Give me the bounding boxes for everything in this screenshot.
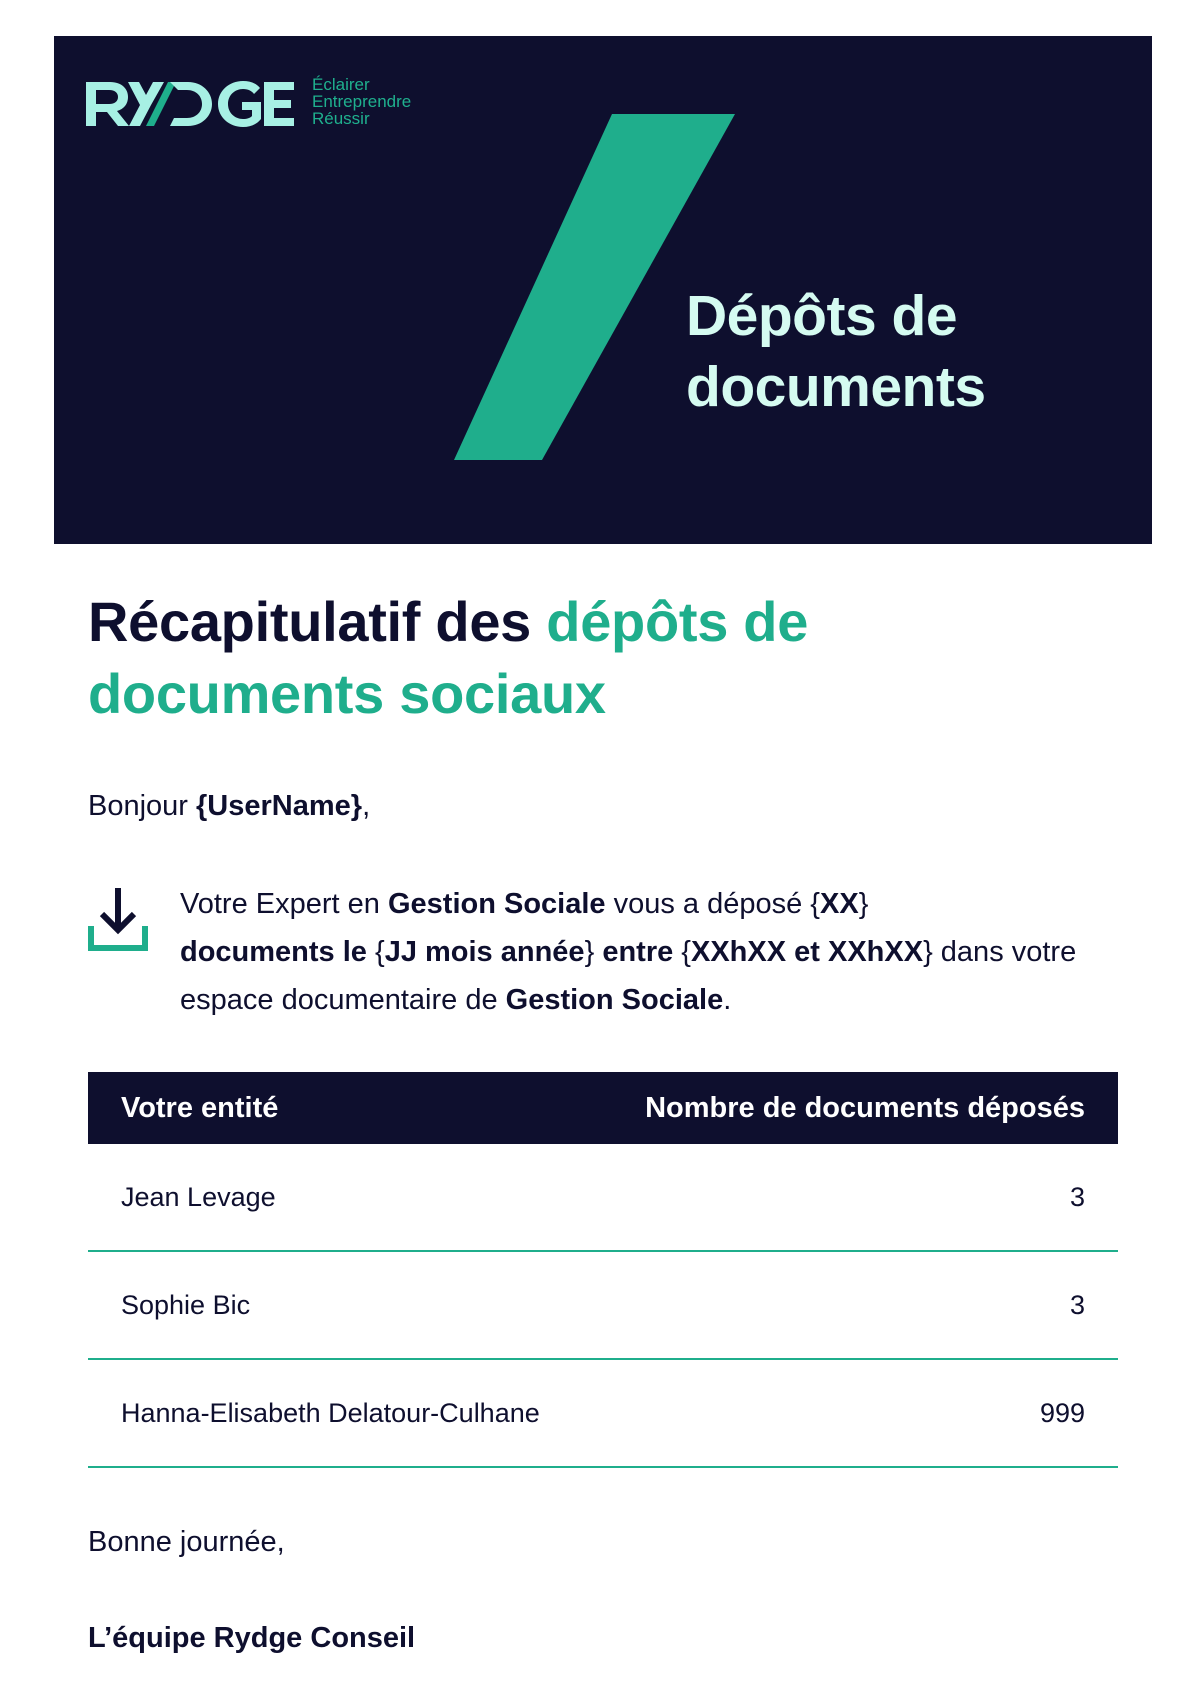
greeting <box>88 786 370 826</box>
notice-t5: } <box>858 888 869 920</box>
notice-t15: . <box>723 984 732 1016</box>
title-accent-part-2: documents sociaux <box>88 662 606 725</box>
greeting-username: {UserName} <box>196 790 363 822</box>
cell-count: 3 <box>1069 1181 1085 1212</box>
notice-t4: XX <box>820 888 859 920</box>
notice-t13: } dans votre espace documentaire de <box>180 936 1077 1016</box>
page-title <box>88 586 1118 730</box>
download-tray-icon <box>88 888 148 958</box>
cell-count: 999 <box>1039 1397 1085 1428</box>
greeting-suffix: , <box>362 790 371 822</box>
rydge-logo <box>84 76 411 132</box>
tagline-line-2: Entreprendre <box>312 92 412 111</box>
cell-entity: Sophie Bic <box>121 1289 251 1320</box>
column-header-count: Nombre de documents déposés <box>645 1091 1085 1124</box>
signoff: Bonne journée, <box>88 1526 285 1558</box>
notice-t11: { <box>673 936 691 968</box>
table-row <box>88 1360 1118 1468</box>
notice-text <box>180 880 1110 1024</box>
logo-wordmark-graphic <box>84 76 294 132</box>
tagline-line-3: Réussir <box>312 109 370 128</box>
title-dark-part: Récapitulatif des <box>88 590 547 653</box>
table-row <box>88 1144 1118 1252</box>
notice-t9: } <box>584 936 603 968</box>
documents-table <box>88 1072 1118 1468</box>
notice-t2: Gestion Sociale <box>387 888 606 920</box>
main-heading-block <box>88 586 1118 730</box>
notice-t1: Votre Expert en <box>180 888 388 920</box>
greeting-prefix: Bonjour <box>88 790 197 822</box>
deposit-notice <box>88 880 1118 1024</box>
logo-wordmark <box>84 76 294 132</box>
cell-count: 3 <box>1069 1289 1085 1320</box>
notice-t3: vous a déposé { <box>605 888 820 920</box>
table-header <box>88 1072 1118 1144</box>
notice-t6: documents le <box>180 936 367 968</box>
notice-t10: entre <box>602 936 674 968</box>
table-row <box>88 1252 1118 1360</box>
logo-tagline <box>312 76 411 127</box>
banner-title-line-2: documents <box>686 355 986 419</box>
notice-t14: Gestion Sociale <box>505 984 724 1016</box>
cell-entity: Jean Levage <box>121 1181 276 1212</box>
signature: L’équipe Rydge Conseil <box>88 1622 416 1654</box>
notice-t7: { <box>366 936 385 968</box>
banner-title <box>686 281 1106 423</box>
notice-t12: XXhXX et XXhXX <box>690 936 924 968</box>
title-accent-part-1: dépôts de <box>546 590 809 653</box>
banner-title-line-1: Dépôts de <box>686 284 958 348</box>
column-header-entity: Votre entité <box>121 1091 279 1124</box>
tagline-line-1: Éclairer <box>312 75 370 94</box>
header-banner <box>54 36 1152 544</box>
notice-t8: JJ mois année <box>384 936 585 968</box>
cell-entity: Hanna-Elisabeth Delatour-Culhane <box>121 1397 540 1428</box>
